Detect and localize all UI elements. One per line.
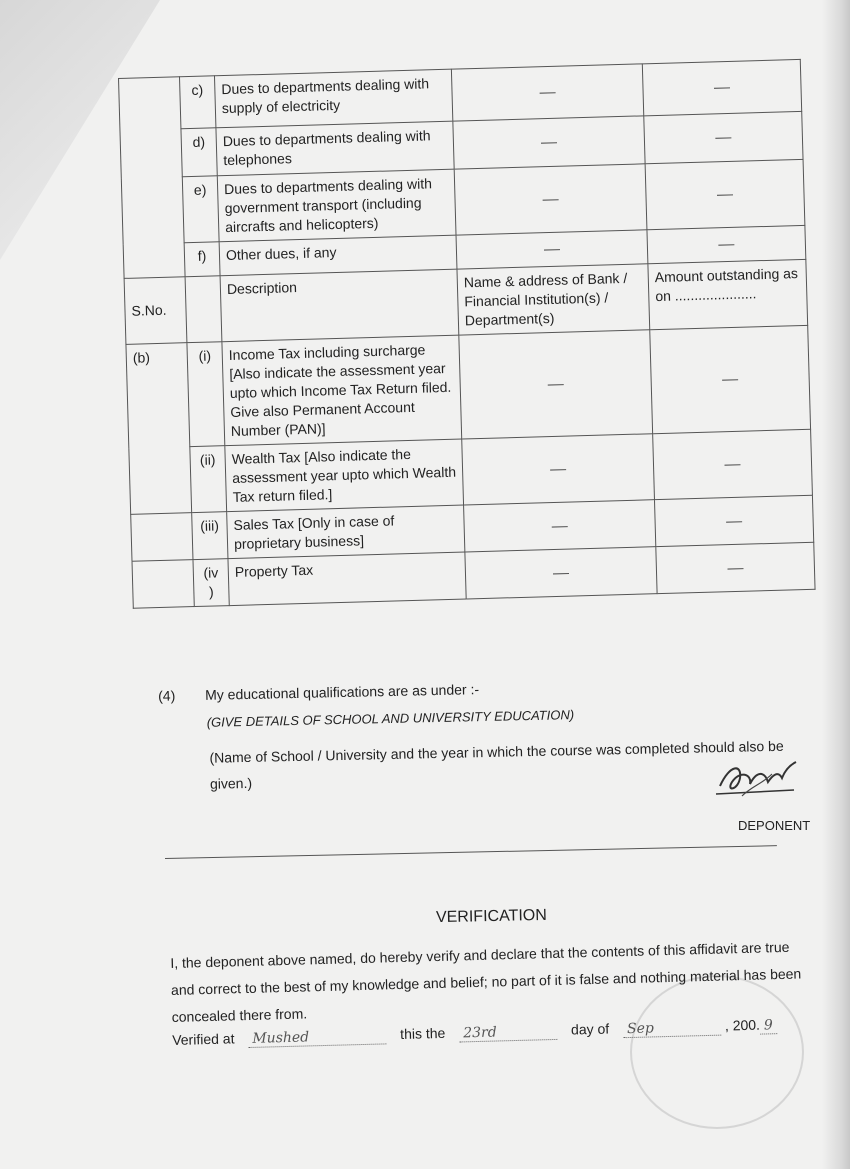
section-b-label: (b) <box>126 343 192 515</box>
day-of-label: day of <box>570 1020 610 1038</box>
place-field: Mushed <box>248 1027 386 1048</box>
row-description: Other dues, if any <box>219 235 457 276</box>
qualifications-heading: My educational qualifications are as under :- <box>204 681 480 703</box>
row-roman: (iv ) <box>193 559 229 607</box>
amount-value: — <box>647 225 806 263</box>
sno-cell-empty <box>119 77 186 279</box>
row-letter: c) <box>179 76 215 129</box>
signature-icon <box>712 756 798 802</box>
qualifications-note: (Name of School / University and the year in which the course was completed should also be given.) <box>209 737 784 792</box>
sno-cell-empty <box>132 560 194 609</box>
deponent-label: DEPONENT <box>738 818 811 833</box>
header-amount: Amount outstanding as on ..................... <box>648 259 808 329</box>
row-roman: (ii) <box>190 446 227 513</box>
section-4-number: (4) <box>157 687 176 704</box>
row-description: Dues to departments dealing with supply of electricity <box>214 69 452 128</box>
this-the-label: this the <box>399 1024 446 1043</box>
dues-table <box>118 59 816 609</box>
table-row <box>126 325 811 448</box>
header-description: Description <box>220 269 459 342</box>
row-description: Sales Tax [Only in case of proprietary business] <box>227 505 465 559</box>
bank-value: — <box>465 547 657 599</box>
row-letter: f) <box>184 242 220 277</box>
row-description: Property Tax <box>228 552 466 606</box>
row-letter: e) <box>182 176 219 243</box>
bank-value: — <box>454 164 647 235</box>
comma-separator: , <box>724 1017 730 1034</box>
year-prefix: 200 <box>732 1016 757 1034</box>
row-description: Dues to departments dealing with telephones <box>216 121 454 176</box>
row-letter: d) <box>181 128 217 177</box>
header-empty <box>185 276 222 343</box>
day-field: 23rd <box>459 1023 557 1043</box>
section-4 <box>150 674 810 792</box>
amount-value: — <box>656 542 815 593</box>
verified-at-label: Verified at <box>172 1030 235 1048</box>
verification-body: I, the deponent above named, do hereby verify and declare that the contents of this affidavit are true and correct to the best of my knowledge and belief; no part of it is false and nothing material has been concealed there from. <box>170 938 802 1025</box>
row-description: Income Tax including surcharge [Also indicate the assessment year upto which Income Tax Return filed. Give also Permanent Account Number (PAN)] <box>222 335 462 446</box>
bank-value: — <box>459 330 653 439</box>
year-suffix: 9 <box>760 1017 777 1034</box>
header-bank: Name & address of Bank / Financial Institution(s) / Department(s) <box>457 264 650 335</box>
divider <box>165 845 777 859</box>
verification-title: VERIFICATION <box>435 906 547 927</box>
row-description: Dues to departments dealing with government transport (including aircrafts and helicopters) <box>217 169 456 242</box>
amount-value: — <box>653 429 813 499</box>
sno-cell-empty <box>131 513 193 562</box>
bank-value: — <box>451 64 643 121</box>
month-field: Sep <box>623 1019 721 1039</box>
amount-value: — <box>642 59 801 115</box>
bank-value: — <box>462 434 655 505</box>
bank-value: — <box>456 230 648 269</box>
row-roman: (iii) <box>192 512 228 560</box>
amount-value: — <box>644 111 803 163</box>
bank-value: — <box>453 116 645 169</box>
bank-value: — <box>464 500 656 552</box>
verification-line: Verified at Mushed this the 23rd day of Sep , 200. 9 <box>172 1015 812 1050</box>
qualifications-instruction: (GIVE DETAILS OF SCHOOL AND UNIVERSITY EDUCATION) <box>206 707 575 730</box>
row-description: Wealth Tax [Also indicate the assessment year upto which Wealth Tax return filed.] <box>225 439 464 512</box>
row-roman: (i) <box>187 342 225 447</box>
header-sno: S.No. <box>124 277 187 345</box>
amount-value: — <box>650 325 811 433</box>
amount-value: — <box>654 495 813 546</box>
page-edge-shadow <box>822 0 850 1169</box>
amount-value: — <box>645 159 805 229</box>
